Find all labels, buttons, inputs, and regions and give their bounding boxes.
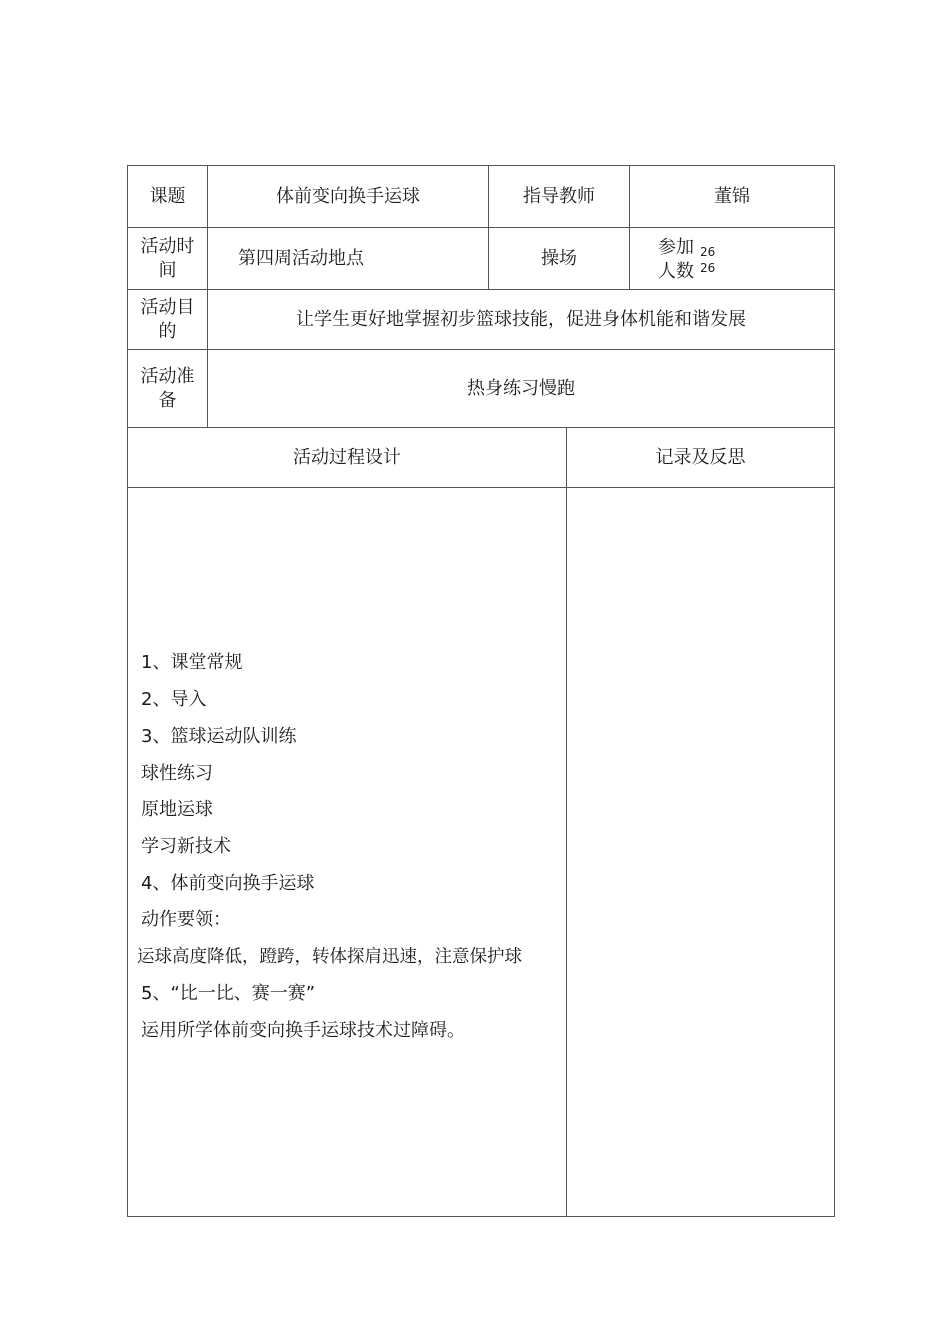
teacher-label: 指导教师 [523,185,595,207]
process-line-7: 4、体前变向换手运球 [141,873,315,894]
participants-label-line2: 人数 [658,261,694,282]
prep-label [128,350,207,427]
time-label-line1: 活动时 [140,235,195,257]
border-process-col [566,427,567,1217]
process-line-5: 原地运球 [141,799,213,820]
time-value: 第四周活动地点 [238,247,364,269]
process-line-9: 运球高度降低，蹬跨，转体探肩迅速，注意保护球 [137,947,522,967]
goal-value: 让学生更好地掌握初步篮球技能，促进身体机能和谐发展 [296,308,746,330]
border-right [834,165,835,1217]
participants-label-line1: 参加 [658,237,694,258]
participants-block [658,236,738,284]
reflection-header: 记录及反思 [655,446,746,468]
process-line-1: 1、课堂常规 [141,652,243,673]
process-line-6: 学习新技术 [141,836,231,857]
participants-value-2: 26 [700,261,716,275]
process-line-8: 动作要领： [141,909,231,930]
teacher-value: 董锦 [714,185,750,207]
prep-label-line2: 备 [158,389,177,411]
prep-value: 热身练习慢跑 [467,377,575,399]
topic-value: 体前变向换手运球 [276,185,420,207]
topic-label: 课题 [149,185,186,207]
place-value: 操场 [541,247,577,269]
goal-label [128,290,207,349]
process-line-4: 球性练习 [141,763,213,784]
process-line-11: 运用所学体前变向换手运球技术过障碍。 [141,1020,465,1041]
process-line-2: 2、导入 [141,689,207,710]
process-header: 活动过程设计 [293,446,401,468]
process-line-10: 5、“比一比、赛一赛” [141,983,316,1004]
border-row5 [127,487,835,488]
time-label-line2: 间 [158,259,177,281]
prep-label-line1: 活动准 [140,365,195,387]
goal-label-line2: 的 [158,320,177,342]
participants-value-1: 26 [700,245,716,259]
goal-label-line1: 活动目 [140,296,195,318]
time-label [128,228,207,289]
process-line-3: 3、篮球运动队训练 [141,726,297,747]
border-bottom [127,1216,835,1217]
